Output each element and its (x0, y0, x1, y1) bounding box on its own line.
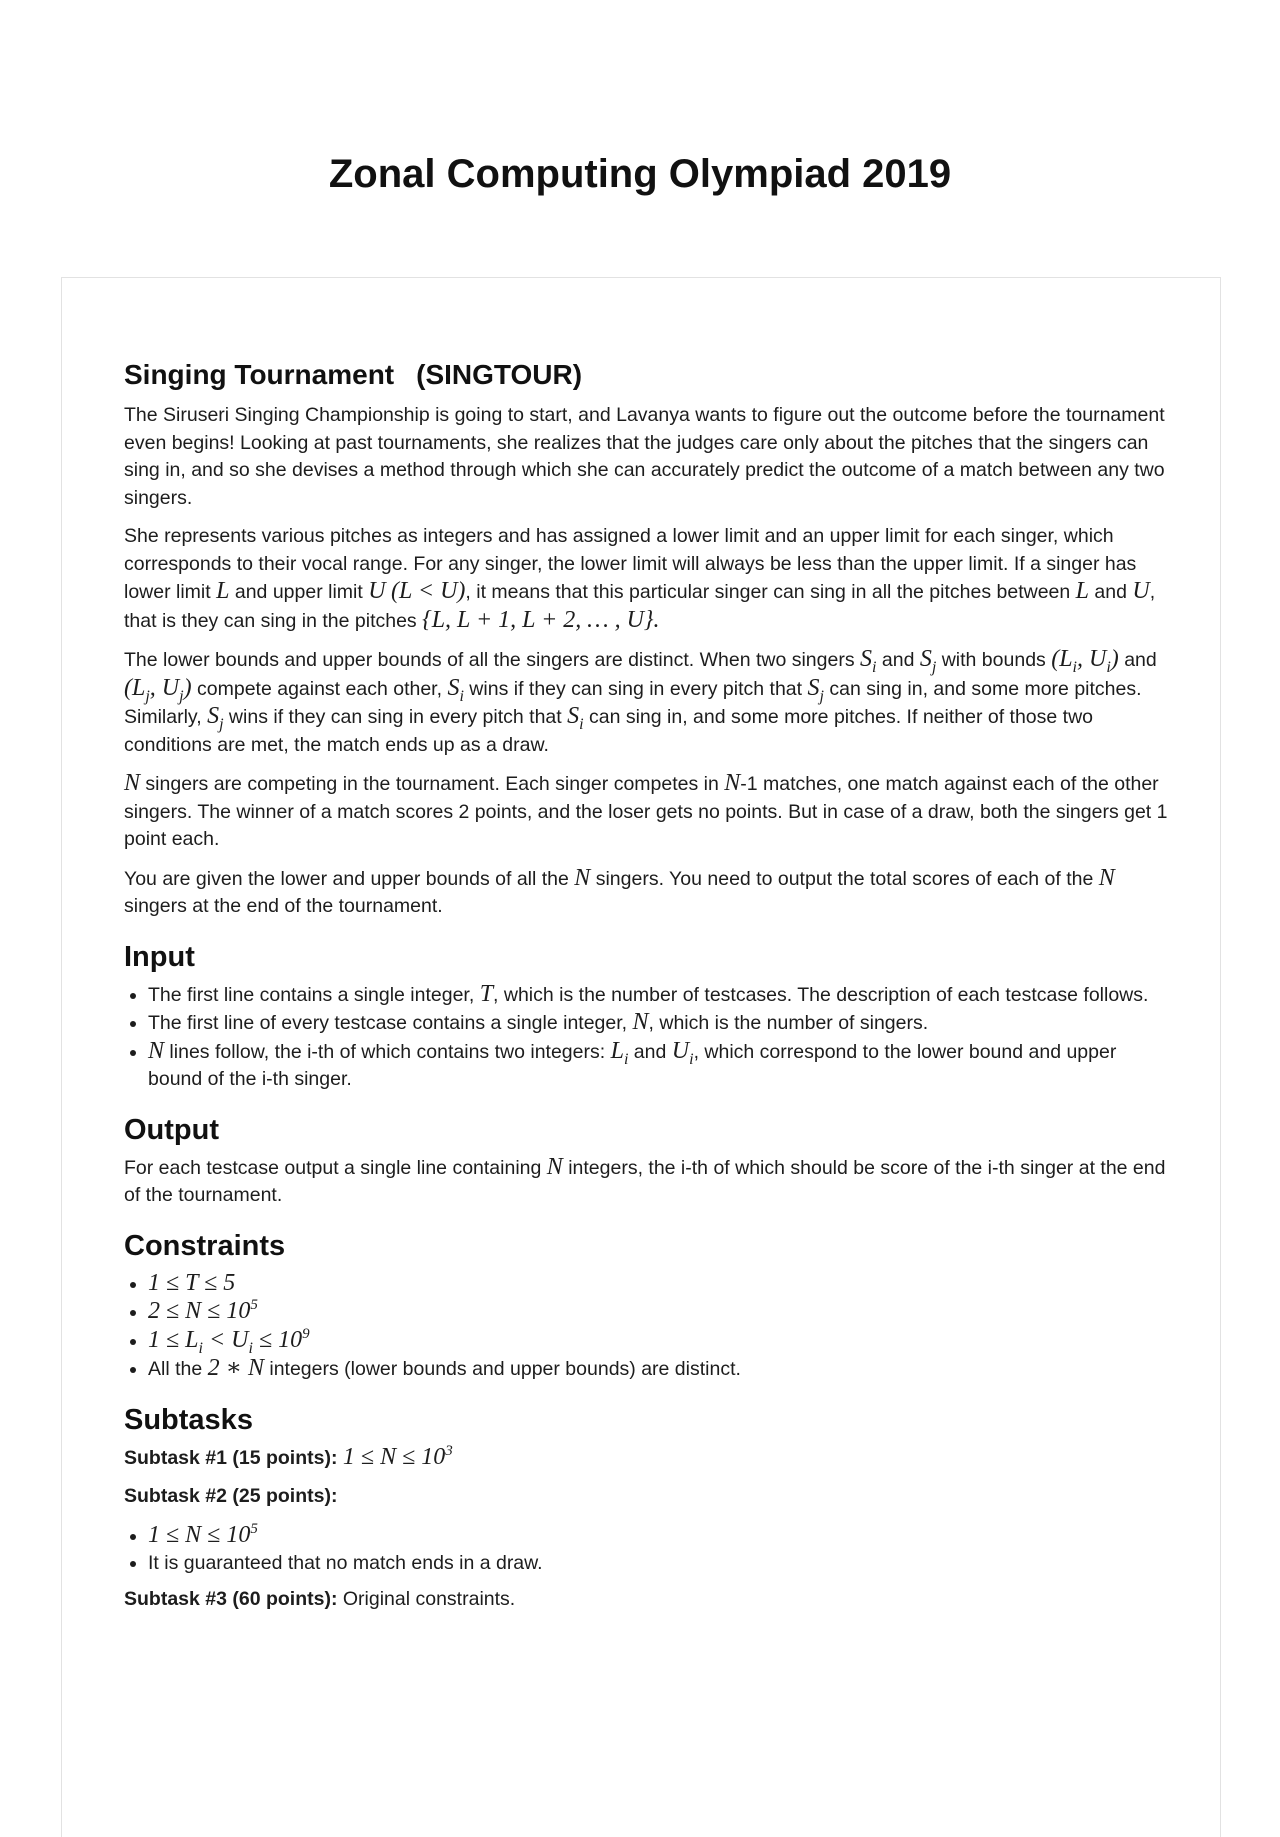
subtask-1: Subtask #1 (15 points): $1 \le N \le 10^3$ (124, 1442, 453, 1470)
constraints-heading: Constraints (124, 1229, 286, 1262)
statement-paragraph-1: The Siruseri Singing Championship is going to start, and Lavanya wants to figure out the outcome before the tournament even begins! Looking at past tournaments, she realizes that the judges care only about the pitches that the singers can sing in, and so she devises a method through which she can accurately predict the outcome of a match between any two singers. (124, 404, 1165, 509)
statement-paragraph-2: She represents various pitches as integers and has assigned a lower limit and an upper limit for each singer, which corresponds to their vocal range. For any singer, the lower limit will always be less than the upper limit. If a singer has lower limit L and upper limit U (L < U), it means that this particular singer can sing in all the pitches between L and U, that is they can sing in the pitches {L, L + 1, L + 2, … , U}. (124, 525, 1156, 633)
list-item: • The first line of every testcase contains a single integer, N, which is the number of singers. (148, 1009, 1174, 1038)
subtasks-heading: Subtasks (124, 1403, 253, 1436)
problem-heading (124, 358, 1174, 392)
statement-paragraph-5: You are given the lower and upper bounds of all the N singers. You need to output the total scores of each of the N singers at the end of the tournament. (124, 864, 1115, 917)
problem-name: Singing Tournament (124, 359, 395, 390)
constraints-list (124, 1270, 1174, 1384)
page-title: Zonal Computing Olympiad 2019 (328, 152, 952, 196)
input-list (124, 981, 1174, 1094)
input-heading: Input (124, 940, 195, 973)
list-item: • $1 \le L_i < U_i \le 10^9$ (148, 1327, 1174, 1356)
list-item: • It is guaranteed that no match ends in a draw. (148, 1550, 1174, 1578)
list-item: • $1 \le N \le 10^5$ (148, 1522, 1174, 1551)
subtask-2: Subtask #2 (25 points): (124, 1485, 338, 1507)
statement-paragraph-4: N singers are competing in the tournament. Each singer competes in N-1 matches, one match against each of the other singers. The winner of a match scores 2 points, and the loser gets no points. But in case of a draw, both the singers get 1 point each. (124, 770, 1168, 850)
output-text: For each testcase output a single line containing N integers, the i-th of which should be score of the i-th singer at the end of the tournament. (124, 1153, 1166, 1206)
problem-content (124, 358, 1174, 1624)
problem-code: (SINGTOUR) (416, 359, 583, 390)
list-item: • N lines follow, the i-th of which contains two integers: $L_i$ and $U_i$, which correspond to the lower bound and upper bound of the i-th singer. (148, 1038, 1174, 1094)
list-item: • The first line contains a single integer, T, which is the number of testcases. The description of each testcase follows. (148, 981, 1174, 1010)
list-item: • All the 2 ∗ N integers (lower bounds and upper bounds) are distinct. (148, 1355, 1174, 1384)
subtask-2-list (124, 1522, 1174, 1578)
subtask-3: Subtask #3 (60 points): Original constraints. (124, 1587, 516, 1610)
output-heading: Output (124, 1113, 220, 1146)
statement-paragraph-3: The lower bounds and upper bounds of all the singers are distinct. When two singers $S_i$ and $S_j$ with bounds ($L_i$, $U_i$) and ($L_j$, $U_j$) compete against each other, $S_i$ wins if they can sing in every pitch that $S_j$ can sing in, and some more pitches. Similarly, $S_j$ wins if they can sing in every pitch that $S_i$ can sing in, and some more pitches. If neither of those two conditions are met, the match ends up as a draw. (124, 646, 1157, 756)
list-item: • $2 \le N \le 10^5$ (148, 1298, 1174, 1327)
list-item: • 1 ≤ T ≤ 5 (148, 1270, 1174, 1299)
